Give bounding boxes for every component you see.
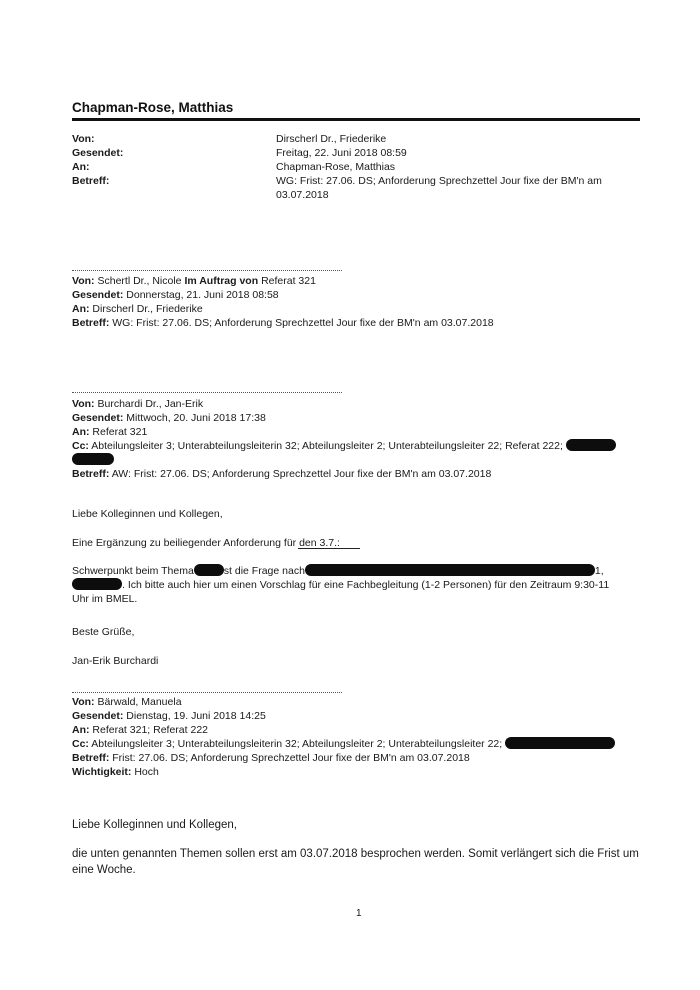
msg3-cc-line bbox=[72, 737, 652, 751]
header-to-row bbox=[72, 160, 640, 174]
header-subject-label: Betreff: bbox=[72, 175, 110, 187]
msg1-on-behalf-label: Im Auftrag von bbox=[184, 275, 259, 287]
msg2-subject-line bbox=[72, 467, 652, 481]
msg3-from-label: Von: bbox=[72, 696, 95, 708]
msg2-cc-continuation bbox=[72, 453, 652, 467]
message-3-header bbox=[72, 695, 652, 779]
msg3-to-line bbox=[72, 723, 652, 737]
msg1-from-label: Von: bbox=[72, 275, 95, 287]
msg3-cc-label: Cc: bbox=[72, 738, 89, 750]
msg2-closing: Beste Grüße, bbox=[72, 626, 135, 638]
msg2-p2-c: 1, bbox=[594, 565, 604, 577]
msg2-p2-d: . Ich bitte auch hier um einen Vorschlag für eine Fachbegleitung (1-2 Personen) für den Zeitraum 9:30-11 bbox=[122, 579, 610, 591]
redaction-bar bbox=[305, 564, 595, 576]
msg1-to: Dirscherl Dr., Friederike bbox=[92, 303, 203, 315]
msg3-importance-label: Wichtigkeit: bbox=[72, 766, 132, 778]
redaction-bar bbox=[194, 564, 224, 576]
msg1-from-line bbox=[72, 274, 652, 288]
redaction-bar bbox=[566, 439, 616, 451]
msg1-sent-line bbox=[72, 288, 652, 302]
msg2-p2-b: st die Frage nach bbox=[223, 565, 305, 577]
msg3-body: die unten genannten Themen sollen erst am 03.07.2018 besprochen werden. Somit verlängert sich die Frist um eine Woche. bbox=[72, 848, 639, 876]
message-separator bbox=[72, 270, 342, 271]
msg2-greeting: Liebe Kolleginnen und Kollegen, bbox=[72, 508, 223, 520]
msg3-from: Bärwald, Manuela bbox=[97, 696, 182, 708]
msg1-to-label: An: bbox=[72, 303, 90, 315]
msg2-cc-label: Cc: bbox=[72, 440, 89, 452]
header-sent: Freitag, 22. Juni 2018 08:59 bbox=[276, 147, 407, 159]
msg1-from: Schertl Dr., Nicole bbox=[97, 275, 182, 287]
msg2-from-label: Von: bbox=[72, 398, 95, 410]
page-number: 1 bbox=[356, 908, 362, 919]
msg2-from: Burchardi Dr., Jan-Erik bbox=[97, 398, 204, 410]
msg1-subject-line bbox=[72, 316, 652, 330]
msg3-subject: Frist: 27.06. DS; Anforderung Sprechzettel Jour fixe der BM'n am 03.07.2018 bbox=[112, 752, 470, 764]
msg3-sent-label: Gesendet: bbox=[72, 710, 124, 722]
msg3-subject-line bbox=[72, 751, 652, 765]
msg2-to: Referat 321 bbox=[92, 426, 148, 438]
msg1-on-behalf: Referat 321 bbox=[261, 275, 316, 287]
msg3-sent-line bbox=[72, 709, 652, 723]
msg1-to-line bbox=[72, 302, 652, 316]
msg3-from-line bbox=[72, 695, 652, 709]
msg2-to-label: An: bbox=[72, 426, 90, 438]
msg3-greeting: Liebe Kolleginnen und Kollegen, bbox=[72, 819, 237, 831]
header-from: Dirscherl Dr., Friederike bbox=[276, 133, 387, 145]
msg1-subject-label: Betreff: bbox=[72, 317, 110, 329]
redaction-bar bbox=[505, 737, 615, 749]
redaction-bar bbox=[72, 453, 114, 465]
header-to: Chapman-Rose, Matthias bbox=[276, 161, 396, 173]
msg3-importance-line bbox=[72, 765, 652, 779]
title-rule bbox=[72, 118, 640, 121]
header-from-row bbox=[72, 132, 640, 146]
header-sent-row bbox=[72, 146, 640, 160]
message-1-header bbox=[72, 274, 652, 330]
header-subject-row bbox=[72, 174, 640, 202]
msg2-to-line bbox=[72, 425, 652, 439]
msg3-to-label: An: bbox=[72, 724, 90, 736]
msg2-p2-a: Schwerpunkt beim Thema bbox=[72, 565, 194, 577]
msg2-sent-label: Gesendet: bbox=[72, 412, 124, 424]
email-header bbox=[72, 132, 640, 202]
msg1-sent-label: Gesendet: bbox=[72, 289, 124, 301]
msg2-subject-label: Betreff: bbox=[72, 468, 110, 480]
redaction-bar bbox=[72, 578, 122, 590]
msg2-sent-line bbox=[72, 411, 652, 425]
msg2-subject: AW: Frist: 27.06. DS; Anforderung Sprechzettel Jour fixe der BM'n am 03.07.2018 bbox=[111, 468, 492, 480]
msg2-paragraph bbox=[72, 564, 632, 606]
msg2-cc-line bbox=[72, 439, 652, 453]
document-title: Chapman-Rose, Matthias bbox=[72, 100, 234, 115]
message-separator bbox=[72, 392, 342, 393]
message-separator bbox=[72, 692, 342, 693]
msg2-paragraph-line1 bbox=[72, 564, 632, 578]
msg2-line1: Eine Ergänzung zu beiliegender Anforderung für den 3.7.: bbox=[72, 537, 340, 549]
msg3-subject-label: Betreff: bbox=[72, 752, 110, 764]
msg2-cc: Abteilungsleiter 3; Unterabteilungsleiterin 32; Abteilungsleiter 2; Unterabteilungsleiter 22; Referat 222; bbox=[91, 440, 563, 452]
msg2-paragraph-line2 bbox=[72, 578, 632, 592]
msg2-sent: Mittwoch, 20. Juni 2018 17:38 bbox=[126, 412, 266, 424]
msg3-sent: Dienstag, 19. Juni 2018 14:25 bbox=[126, 710, 266, 722]
header-to-label: An: bbox=[72, 161, 90, 173]
header-subject: WG: Frist: 27.06. DS; Anforderung Sprechzettel Jour fixe der BM'n am 03.07.2018 bbox=[276, 175, 602, 201]
header-from-label: Von: bbox=[72, 133, 95, 145]
msg3-importance: Hoch bbox=[134, 766, 159, 778]
header-sent-label: Gesendet: bbox=[72, 147, 124, 159]
msg1-sent: Donnerstag, 21. Juni 2018 08:58 bbox=[126, 289, 279, 301]
handwritten-underline bbox=[298, 548, 360, 549]
msg1-subject: WG: Frist: 27.06. DS; Anforderung Sprechzettel Jour fixe der BM'n am 03.07.2018 bbox=[112, 317, 494, 329]
msg2-signature: Jan-Erik Burchardi bbox=[72, 655, 159, 667]
msg3-cc: Abteilungsleiter 3; Unterabteilungsleiterin 32; Abteilungsleiter 2; Unterabteilungsleiter 22; bbox=[91, 738, 503, 750]
message-2-header bbox=[72, 397, 652, 481]
msg2-from-line bbox=[72, 397, 652, 411]
msg2-paragraph-line3: Uhr im BMEL. bbox=[72, 593, 138, 605]
msg3-to: Referat 321; Referat 222 bbox=[92, 724, 208, 736]
